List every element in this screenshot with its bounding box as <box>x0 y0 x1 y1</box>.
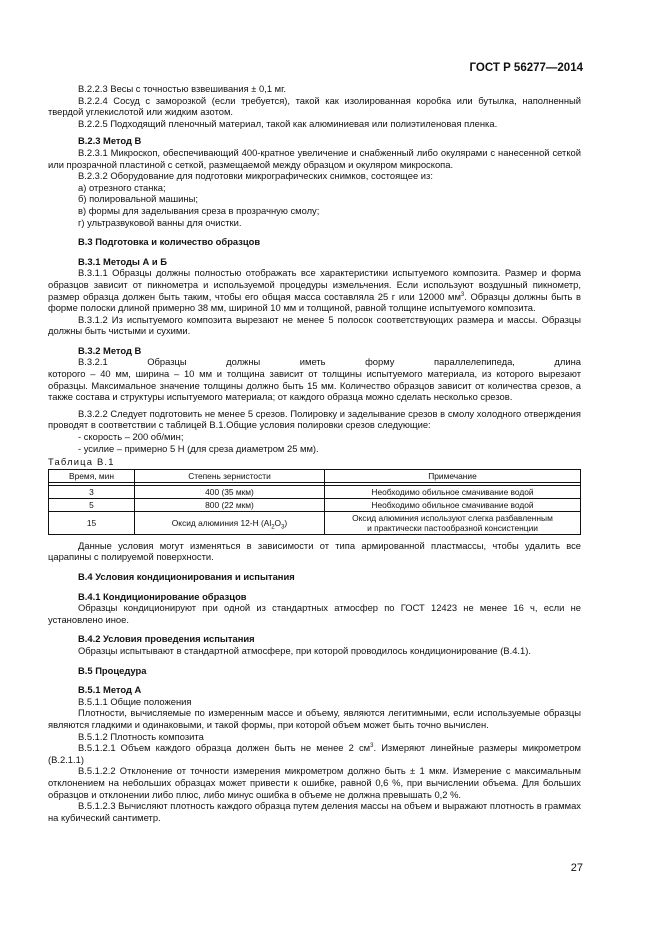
table-cell: 3 <box>49 485 135 498</box>
paragraph-b42: Образцы испытывают в стандартной атмосфере, при которой проводилось кондиционирование (В.4.1). <box>78 644 531 656</box>
table-cell <box>325 511 581 534</box>
table-row <box>49 485 581 498</box>
formula-part: ) <box>284 517 288 528</box>
list-item: б) полировальной машины; <box>78 193 198 205</box>
note-line: Оксид алюминия используют слегка разбавленным <box>352 512 553 523</box>
table-cell: 400 (35 мкм) <box>135 485 325 498</box>
paragraph-b322: В.3.2.2 Следует подготовить не менее 5 срезов. Полировку и заделывание срезов в смолу холодного отверждения проводят в соответствии с таблицей В.1.Общие условия полировки срезов следующие: <box>48 407 581 431</box>
formula-part: Оксид алюминия 12-Н (Al <box>171 517 272 528</box>
page-body <box>48 83 581 823</box>
page-number: 27 <box>570 862 583 874</box>
paragraph-b232: В.2.3.2 Оборудование для подготовки микрографических снимков, состоящее из: <box>78 170 433 182</box>
subscript: 2 <box>271 524 275 531</box>
superscript: 3 <box>370 743 374 749</box>
table-cell: 800 (22 мкм) <box>135 498 325 511</box>
list-b322 <box>48 431 581 454</box>
note-line: и практически пастообразной консистенции <box>367 522 538 533</box>
heading-b4: В.4 Условия кондиционирования и испытания <box>78 571 295 582</box>
table-cell <box>135 511 325 534</box>
paragraph-b512-title: В.5.1.2 Плотность композита <box>78 730 204 742</box>
heading-b42: В.4.2 Условия проведения испытания <box>78 633 255 645</box>
list-item: - усилие – примерно 5 Н (для среза диаметром 25 мм). <box>78 442 319 454</box>
paragraph-b321: которого – 40 мм, ширина – 10 мм и толщина зависит от толщины испытуемого материала, из которого вырезают образцы. Максимальное значение толщины должно быть 15 мм. Количество образцов зависит от количества срезов, а также состава и структуры испытуемого материала; от каждого образца можно сделать несколько срезов. <box>48 368 581 403</box>
paragraph-b225: В.2.2.5 Подходящий пленочный материал, такой как алюминиевая или полиэтиленовая пленка. <box>78 117 498 129</box>
list-item: г) ультразвуковой ванны для очистки. <box>78 216 242 228</box>
polishing-table <box>48 469 581 535</box>
subscript: 3 <box>281 524 285 531</box>
superscript: 3 <box>460 291 465 298</box>
paragraph-b511: Плотности, вычисляемые по измеренным массе и объему, являются легитимными, если используемые образцы являются гладкими и одинаковыми, и такой формы, при которой объем может быть точно вычислен. <box>48 707 581 730</box>
paragraph-b312: В.3.1.2 Из испытуемого композита вырезают не менее 5 полосок соответствующих размера и массы. Образцы должны быть чистыми и сухими. <box>48 313 581 337</box>
table-caption: Таблица В.1 <box>48 456 115 468</box>
heading-b32: В.3.2 Метод В <box>78 344 142 356</box>
list-item: а) отрезного станка; <box>78 181 166 193</box>
table-cell: Необходимо обильное смачивание водой <box>325 498 581 511</box>
paragraph-b311-text: В.3.1.1 Образцы должны полностью отображать все характеристики испытуемого композита. Размер и форма образцов зависит от пикнометра и используемой процедуры измельчения. Если используют воздушный пикнометр, размер образца должен быть таким, чтобы его общая масса составляла 25 г или 12000 мм <box>48 267 581 302</box>
paragraph-b41: Образцы кондиционируют при одной из стандартных атмосфер по ГОСТ 12423 не менее 16 ч, если не установлено иное. <box>48 602 581 625</box>
heading-b41: В.4.1 Кондиционирование образцов <box>78 590 247 602</box>
paragraph-b511-title: В.5.1.1 Общие положения <box>78 695 192 707</box>
table-row <box>49 498 581 511</box>
paragraph-b5121 <box>48 742 581 765</box>
paragraph-b5122: В.5.1.2.2 Отклонение от точности измерения микрометром должно быть ± 1 мкм. Измерение с максимальным отклонением на небольших образцах может привести к ошибке, равной 0,6 %, при вычислении объема. Для больших образцов и отклонении либо плюс, либо минус ошибка в объеме не должна превышать 0,2 %. <box>48 765 581 800</box>
paragraph-b5123: В.5.1.2.3 Вычисляют плотность каждого образца путем деления массы на объем и выражают плотность в граммах на кубический сантиметр. <box>48 800 581 823</box>
table-cell: Необходимо обильное смачивание водой <box>325 485 581 498</box>
table-header-row <box>49 469 581 482</box>
list-b232 <box>48 182 581 228</box>
paragraph-b321-first-line: В.3.2.1 Образцы должны иметь форму параллелепипеда, длина <box>78 356 581 368</box>
column-header: Примечание <box>325 469 581 482</box>
heading-b51: В.5.1 Метод А <box>78 684 142 696</box>
paragraph-b5121-text: В.5.1.2.1 Объем каждого образца должен быть не менее 2 см <box>78 742 371 754</box>
paragraph-after-table: Данные условия могут изменяться в зависимости от типа армированной пластмассы, чтобы удалить все царапины с полируемой поверхности. <box>48 539 581 563</box>
formula-part: O <box>274 517 282 528</box>
table-cell: 15 <box>49 511 135 534</box>
column-header: Время, мин <box>49 469 135 482</box>
heading-b3: В.3 Подготовка и количество образцов <box>78 236 261 248</box>
heading-b5: В.5 Процедура <box>78 664 147 676</box>
paragraph-b223: В.2.2.3 Весы с точностью взвешивания ± 0,1 мг. <box>78 83 286 94</box>
column-header: Степень зернистости <box>135 469 325 482</box>
table-row <box>49 511 581 534</box>
paragraph-b311 <box>48 267 581 313</box>
paragraph-b224: В.2.2.4 Сосуд с заморозкой (если требуется), такой как изолированная коробка или бутылка, наполненный твердой углекислотой или жидким азотом. <box>48 94 581 118</box>
paragraph-b231: В.2.3.1 Микроскоп, обеспечивающий 400-кратное увеличение и снабженный либо окулярами с нанесенной сеткой или прозрачной пластиной с сеткой, размещаемой между образцом и окуляром микроскопа. <box>48 146 581 170</box>
document-id: ГОСТ Р 56277—2014 <box>469 62 583 74</box>
heading-b31: В.3.1 Методы А и Б <box>78 255 168 267</box>
list-item: в) формы для заделывания среза в прозрачную смолу; <box>78 204 320 216</box>
table-cell: 5 <box>49 498 135 511</box>
paragraph-b311-text-end: . Образцы должны быть в форме полоски длиной примерно 38 мм, шириной 10 мм и толщиной, равной толщине испытуемого композита. <box>48 290 581 314</box>
heading-b23: В.2.3 Метод В <box>78 135 142 147</box>
list-item: - скорость – 200 об/мин; <box>78 431 184 443</box>
paragraph-b5121-text-end: . Измеряют линейные размеры микрометром (В.2.1.1) <box>48 742 581 765</box>
